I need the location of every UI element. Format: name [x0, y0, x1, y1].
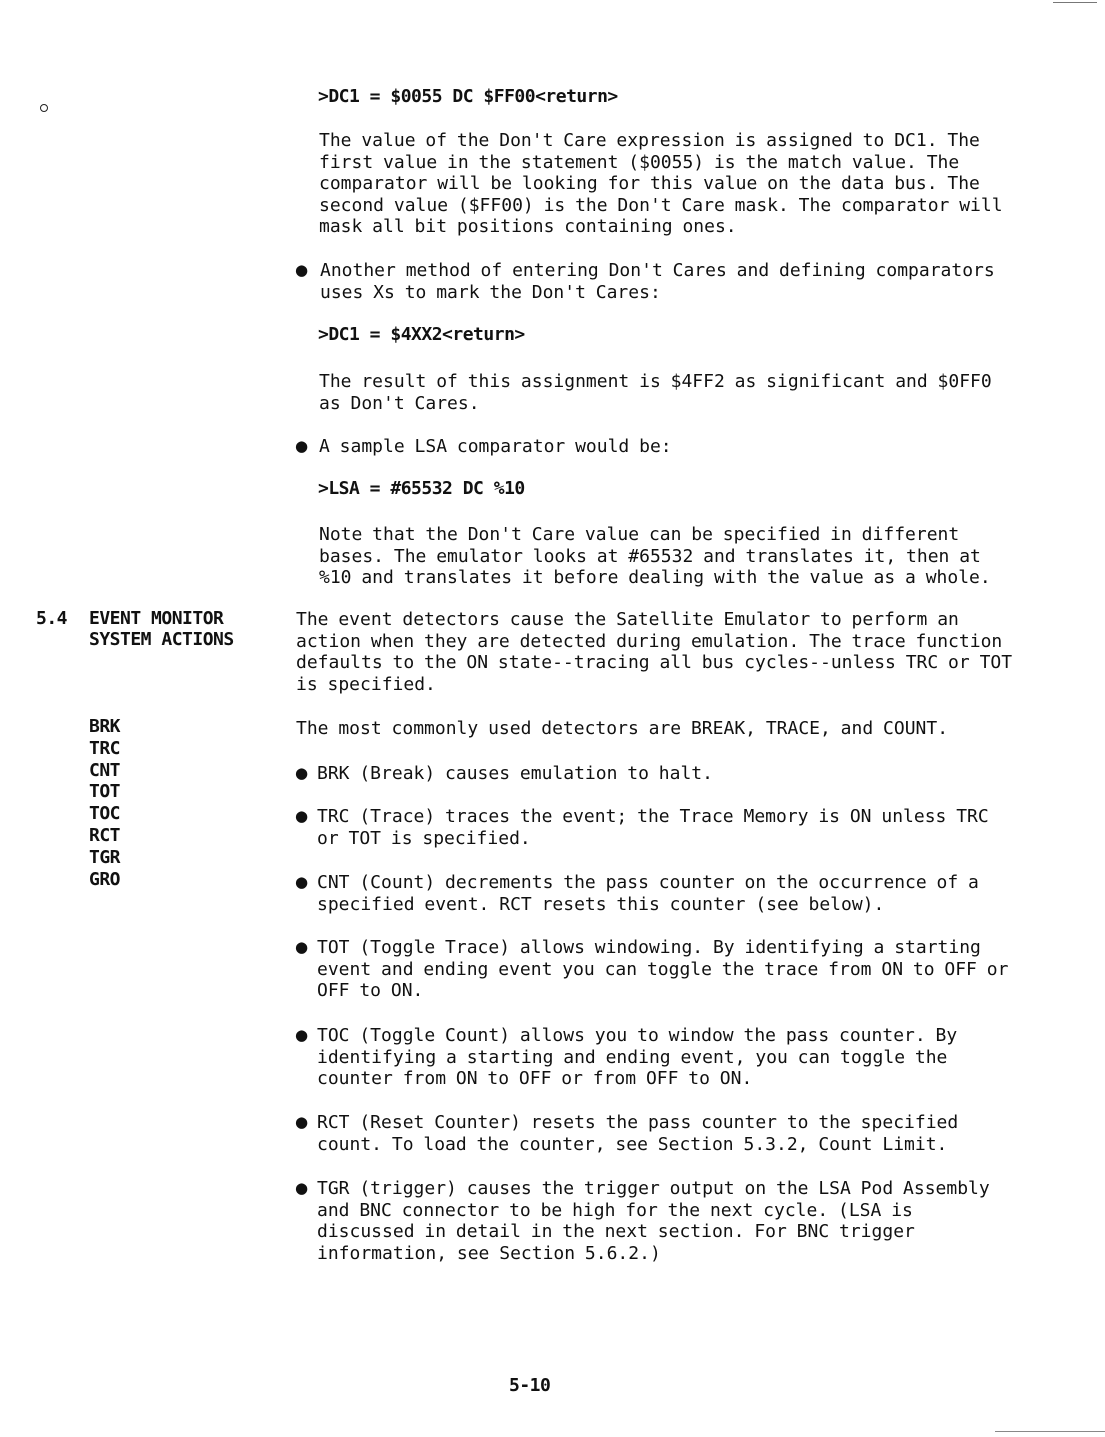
bullet-icon: [295, 1024, 308, 1045]
command-dc1-x: >DC1 = $4XX2<return>: [318, 324, 525, 345]
bullet-icon: [295, 1111, 308, 1132]
paragraph-section-intro: The event detectors cause the Satellite Emulator to perform an action when they are detected during emulation. The trace function defaults to the ON state--tracing all bus cycles--unless TRC or TOT is specified.: [296, 609, 1013, 695]
bullet-icon: [295, 259, 308, 280]
margin-mark: [40, 104, 48, 112]
side-keyword-toc: TOC: [89, 803, 121, 825]
paragraph-sample-lsa: A sample LSA comparator would be:: [319, 436, 672, 457]
bullet-text-cnt: CNT (Count) decrements the pass counter on the occurrence of a specified event. RCT resets this counter (see below).: [317, 872, 979, 915]
paragraph-another-method: Another method of entering Don't Cares and defining comparators uses Xs to mark the Don't Cares:: [320, 260, 995, 303]
side-keyword-rct: RCT: [89, 824, 121, 846]
paragraph-most-common: The most commonly used detectors are BREAK, TRACE, and COUNT.: [296, 718, 949, 739]
command-lsa: >LSA = #65532 DC %10: [318, 478, 525, 499]
bullet-icon: [295, 805, 308, 826]
bullet-icon: [295, 871, 308, 892]
bullet-text-rct: RCT (Reset Counter) resets the pass counter to the specified count. To load the counter, see Section 5.3.2, Count Limit.: [317, 1112, 959, 1155]
paragraph-dc1-explanation: The value of the Don't Care expression is assigned to DC1. The first value in the statement ($0055) is the match value. The comparator will be looking for this value on the data bus. The second value ($FF00) is the Don't Care mask. The comparator will mask all bit positions containing ones.: [319, 130, 1003, 237]
bullet-text-brk: BRK (Break) causes emulation to halt.: [317, 763, 713, 784]
bullet-icon: [295, 435, 308, 456]
section-title-line2: SYSTEM ACTIONS: [89, 629, 234, 650]
side-keyword-gro: GRO: [89, 868, 121, 890]
side-keyword-tgr: TGR: [89, 846, 121, 868]
paragraph-note-bases: Note that the Don't Care value can be specified in different bases. The emulator looks at #65532 and translates it, then at %10 and translates it before dealing with the value as a whole.: [319, 524, 991, 588]
side-keyword-cnt: CNT: [89, 759, 121, 781]
side-keyword-tot: TOT: [89, 781, 121, 803]
bullet-icon: [295, 762, 308, 783]
bullet-text-trc: TRC (Trace) traces the event; the Trace Memory is ON unless TRC or TOT is specified.: [317, 806, 989, 849]
section-title-line1: EVENT MONITOR: [89, 608, 224, 629]
side-keyword-brk: BRK: [89, 716, 121, 737]
paragraph-result: The result of this assignment is $4FF2 as significant and $0FF0 as Don't Cares.: [319, 371, 992, 414]
command-dc1-hex: >DC1 = $0055 DC $FF00<return>: [318, 86, 618, 107]
bullet-text-tot: TOT (Toggle Trace) allows windowing. By identifying a starting event and ending event you can toggle the trace from ON to OFF or OFF to ON.: [317, 937, 1009, 1001]
page-number: 5-10: [509, 1375, 551, 1396]
bullet-text-tgr: TGR (trigger) causes the trigger output on the LSA Pod Assembly and BNC connector to be high for the next cycle. (LSA is discussed in detail in the next section. For BNC trigger information, see Section 5.6.2.): [317, 1178, 990, 1264]
side-keyword-trc: TRC: [89, 737, 121, 759]
top-edge-rule: [1053, 2, 1097, 3]
side-keyword-list: [89, 716, 120, 890]
bullet-icon: [295, 936, 308, 957]
bottom-edge-rule: [995, 1431, 1105, 1432]
section-number: 5.4: [36, 608, 68, 629]
bullet-text-toc: TOC (Toggle Count) allows you to window the pass counter. By identifying a starting and ending event, you can toggle the counter from ON to OFF or from OFF to ON.: [317, 1025, 958, 1089]
bullet-icon: [295, 1177, 308, 1198]
